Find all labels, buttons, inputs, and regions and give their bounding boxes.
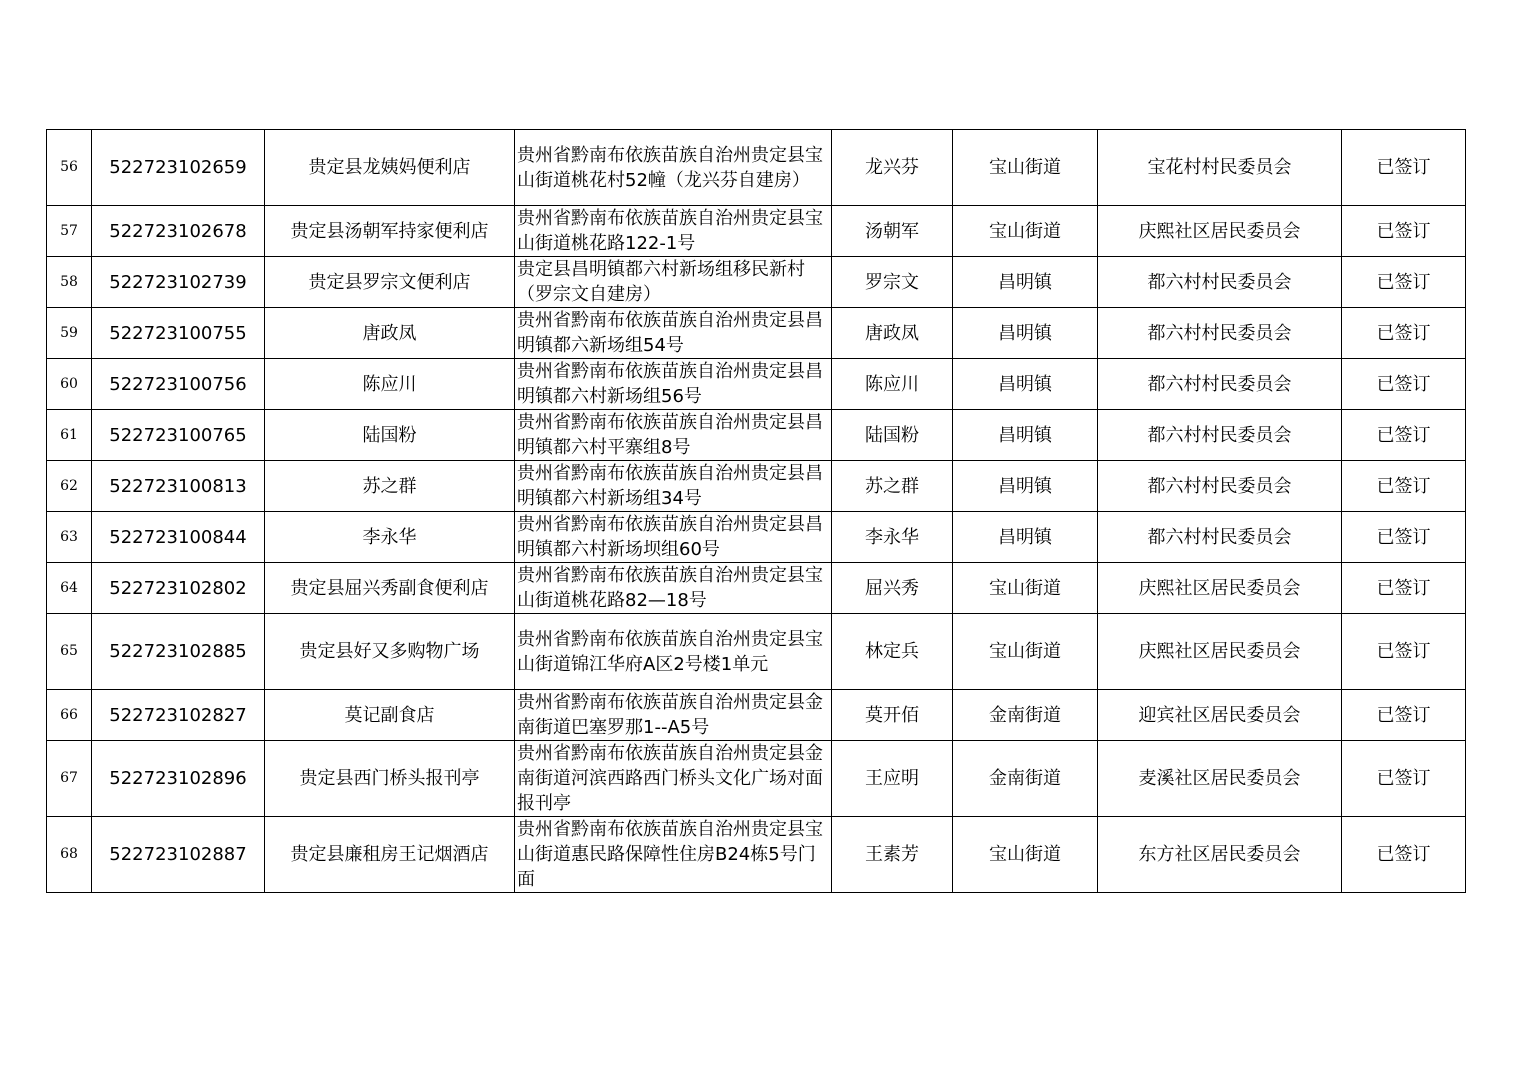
committee-cell: 庆熙社区居民委员会 <box>1098 614 1342 690</box>
street-cell: 宝山街道 <box>953 563 1098 614</box>
street-cell: 宝山街道 <box>953 130 1098 206</box>
store-name-cell: 贵定县好又多购物广场 <box>265 614 515 690</box>
license-code-cell: 522723102659 <box>92 130 265 206</box>
row-number-cell: 62 <box>47 461 92 512</box>
committee-cell: 都六村村民委员会 <box>1098 461 1342 512</box>
street-cell: 金南街道 <box>953 690 1098 741</box>
table-row <box>47 512 1466 563</box>
row-number-cell: 64 <box>47 563 92 614</box>
store-name-cell: 李永华 <box>265 512 515 563</box>
owner-name-cell: 龙兴芬 <box>832 130 953 206</box>
street-cell: 宝山街道 <box>953 614 1098 690</box>
table-row <box>47 690 1466 741</box>
table-row <box>47 359 1466 410</box>
address-cell: 贵州省黔南布依族苗族自治州贵定县金南街道巴塞罗那1--A5号 <box>515 690 832 741</box>
owner-name-cell: 王素芳 <box>832 817 953 893</box>
store-name-cell: 苏之群 <box>265 461 515 512</box>
status-cell: 已签订 <box>1342 410 1466 461</box>
street-cell: 昌明镇 <box>953 359 1098 410</box>
committee-cell: 都六村村民委员会 <box>1098 257 1342 308</box>
license-code-cell: 522723100844 <box>92 512 265 563</box>
license-code-cell: 522723100755 <box>92 308 265 359</box>
address-cell: 贵州省黔南布依族苗族自治州贵定县宝山街道锦江华府A区2号楼1单元 <box>515 614 832 690</box>
address-cell: 贵州省黔南布依族苗族自治州贵定县宝山街道桃花路122-1号 <box>515 206 832 257</box>
license-code-cell: 522723102802 <box>92 563 265 614</box>
committee-cell: 庆熙社区居民委员会 <box>1098 206 1342 257</box>
table-row <box>47 257 1466 308</box>
row-number-cell: 61 <box>47 410 92 461</box>
status-cell: 已签订 <box>1342 308 1466 359</box>
status-cell: 已签订 <box>1342 690 1466 741</box>
row-number-cell: 63 <box>47 512 92 563</box>
store-name-cell: 陈应川 <box>265 359 515 410</box>
committee-cell: 都六村村民委员会 <box>1098 308 1342 359</box>
status-cell: 已签订 <box>1342 614 1466 690</box>
street-cell: 昌明镇 <box>953 512 1098 563</box>
street-cell: 昌明镇 <box>953 461 1098 512</box>
address-cell: 贵州省黔南布依族苗族自治州贵定县昌明镇都六新场组54号 <box>515 308 832 359</box>
address-cell: 贵州省黔南布依族苗族自治州贵定县宝山街道惠民路保障性住房B24栋5号门面 <box>515 817 832 893</box>
street-cell: 金南街道 <box>953 741 1098 817</box>
table-row <box>47 206 1466 257</box>
address-cell: 贵州省黔南布依族苗族自治州贵定县宝山街道桃花路82—18号 <box>515 563 832 614</box>
owner-name-cell: 汤朝军 <box>832 206 953 257</box>
store-name-cell: 唐政凤 <box>265 308 515 359</box>
store-name-cell: 贵定县龙姨妈便利店 <box>265 130 515 206</box>
row-number-cell: 68 <box>47 817 92 893</box>
status-cell: 已签订 <box>1342 817 1466 893</box>
record-table <box>46 129 1466 893</box>
owner-name-cell: 罗宗文 <box>832 257 953 308</box>
status-cell: 已签订 <box>1342 563 1466 614</box>
address-cell: 贵州省黔南布依族苗族自治州贵定县昌明镇都六村新场组34号 <box>515 461 832 512</box>
address-cell: 贵州省黔南布依族苗族自治州贵定县金南街道河滨西路西门桥头文化广场对面报刊亭 <box>515 741 832 817</box>
owner-name-cell: 陆国粉 <box>832 410 953 461</box>
license-code-cell: 522723102896 <box>92 741 265 817</box>
owner-name-cell: 莫开佰 <box>832 690 953 741</box>
license-code-cell: 522723100813 <box>92 461 265 512</box>
owner-name-cell: 苏之群 <box>832 461 953 512</box>
status-cell: 已签订 <box>1342 461 1466 512</box>
status-cell: 已签订 <box>1342 512 1466 563</box>
address-cell: 贵州省黔南布依族苗族自治州贵定县宝山街道桃花村52幢（龙兴芬自建房） <box>515 130 832 206</box>
status-cell: 已签订 <box>1342 741 1466 817</box>
license-code-cell: 522723102739 <box>92 257 265 308</box>
street-cell: 宝山街道 <box>953 206 1098 257</box>
owner-name-cell: 林定兵 <box>832 614 953 690</box>
street-cell: 宝山街道 <box>953 817 1098 893</box>
store-name-cell: 贵定县屈兴秀副食便利店 <box>265 563 515 614</box>
street-cell: 昌明镇 <box>953 257 1098 308</box>
committee-cell: 宝花村村民委员会 <box>1098 130 1342 206</box>
owner-name-cell: 李永华 <box>832 512 953 563</box>
address-cell: 贵州省黔南布依族苗族自治州贵定县昌明镇都六村新场坝组60号 <box>515 512 832 563</box>
row-number-cell: 66 <box>47 690 92 741</box>
committee-cell: 都六村村民委员会 <box>1098 359 1342 410</box>
owner-name-cell: 陈应川 <box>832 359 953 410</box>
row-number-cell: 56 <box>47 130 92 206</box>
table-row <box>47 741 1466 817</box>
table-row <box>47 130 1466 206</box>
store-name-cell: 莫记副食店 <box>265 690 515 741</box>
address-cell: 贵州省黔南布依族苗族自治州贵定县昌明镇都六村平寨组8号 <box>515 410 832 461</box>
table-body <box>47 130 1466 893</box>
row-number-cell: 60 <box>47 359 92 410</box>
committee-cell: 东方社区居民委员会 <box>1098 817 1342 893</box>
status-cell: 已签订 <box>1342 257 1466 308</box>
committee-cell: 都六村村民委员会 <box>1098 512 1342 563</box>
store-name-cell: 贵定县罗宗文便利店 <box>265 257 515 308</box>
store-name-cell: 陆国粉 <box>265 410 515 461</box>
address-cell: 贵州省黔南布依族苗族自治州贵定县昌明镇都六村新场组56号 <box>515 359 832 410</box>
row-number-cell: 65 <box>47 614 92 690</box>
row-number-cell: 57 <box>47 206 92 257</box>
license-code-cell: 522723102678 <box>92 206 265 257</box>
street-cell: 昌明镇 <box>953 410 1098 461</box>
store-name-cell: 贵定县廉租房王记烟酒店 <box>265 817 515 893</box>
street-cell: 昌明镇 <box>953 308 1098 359</box>
table-row <box>47 614 1466 690</box>
table-row <box>47 308 1466 359</box>
committee-cell: 庆熙社区居民委员会 <box>1098 563 1342 614</box>
record-table-sheet <box>46 129 1466 893</box>
row-number-cell: 67 <box>47 741 92 817</box>
owner-name-cell: 屈兴秀 <box>832 563 953 614</box>
license-code-cell: 522723102885 <box>92 614 265 690</box>
committee-cell: 迎宾社区居民委员会 <box>1098 690 1342 741</box>
license-code-cell: 522723100756 <box>92 359 265 410</box>
store-name-cell: 贵定县汤朝军持家便利店 <box>265 206 515 257</box>
status-cell: 已签订 <box>1342 359 1466 410</box>
address-cell: 贵定县昌明镇都六村新场组移民新村（罗宗文自建房） <box>515 257 832 308</box>
row-number-cell: 59 <box>47 308 92 359</box>
table-row <box>47 563 1466 614</box>
owner-name-cell: 唐政凤 <box>832 308 953 359</box>
license-code-cell: 522723102887 <box>92 817 265 893</box>
committee-cell: 麦溪社区居民委员会 <box>1098 741 1342 817</box>
table-row <box>47 461 1466 512</box>
license-code-cell: 522723100765 <box>92 410 265 461</box>
committee-cell: 都六村村民委员会 <box>1098 410 1342 461</box>
row-number-cell: 58 <box>47 257 92 308</box>
table-row <box>47 817 1466 893</box>
license-code-cell: 522723102827 <box>92 690 265 741</box>
owner-name-cell: 王应明 <box>832 741 953 817</box>
status-cell: 已签订 <box>1342 130 1466 206</box>
store-name-cell: 贵定县西门桥头报刊亭 <box>265 741 515 817</box>
status-cell: 已签订 <box>1342 206 1466 257</box>
table-row <box>47 410 1466 461</box>
